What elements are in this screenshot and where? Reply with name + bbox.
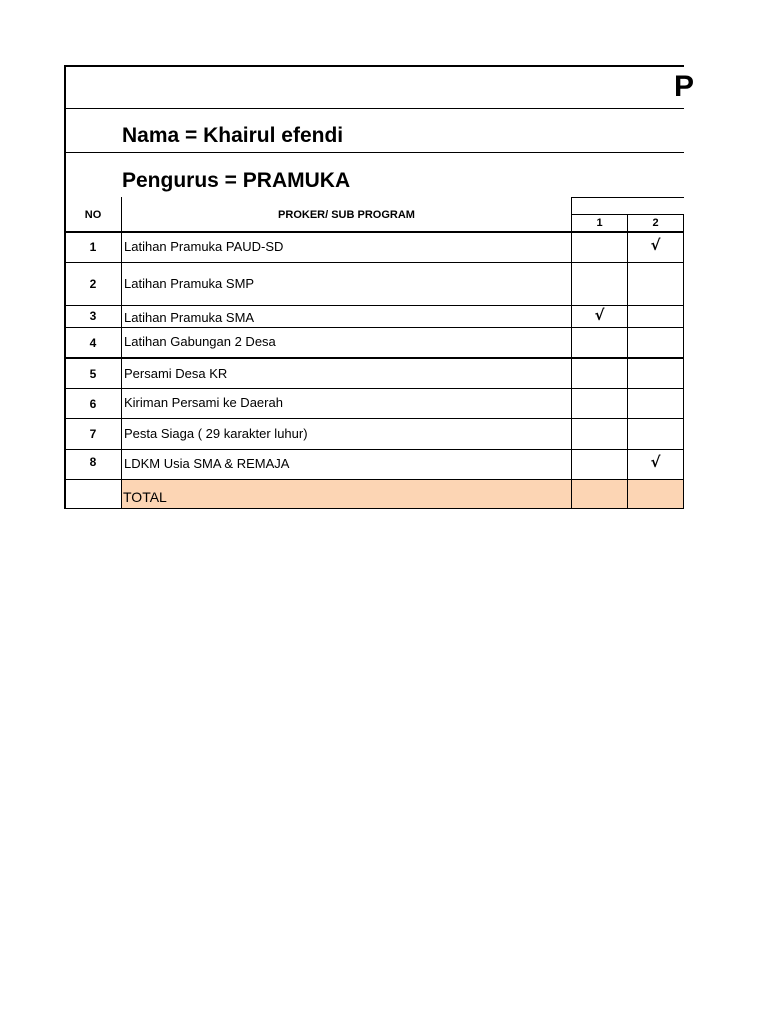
row-col-1-check [572,419,627,449]
header-col-2: 2 [652,217,659,229]
row-item: Pesta Siaga ( 29 karakter luhur) [124,425,308,441]
row-col-1-check [572,263,627,305]
row-col-1-check [572,450,627,474]
row-item: Latihan Pramuka PAUD-SD [124,238,284,254]
row-no: 1 [89,240,97,254]
row-col-2-check [628,306,683,324]
row-no: 7 [89,427,97,441]
row-col-2-check [628,419,683,449]
sheet-title-fragment: P [674,70,695,103]
row-no: 5 [89,366,97,381]
row-item: Latihan Pramuka SMP [124,275,255,291]
row-item: Latihan Pramuka SMA [124,309,255,325]
row-item: Kiriman Persami ke Daerah [124,395,283,410]
header-no: NO [84,208,102,221]
row-no: 8 [89,455,97,469]
row-col-2-check [628,328,683,357]
row-item: Latihan Gabungan 2 Desa [124,334,276,349]
row-item: LDKM Usia SMA & REMAJA [124,455,290,471]
row-col-2-check [628,359,683,388]
row-col-2-check [628,389,683,418]
total-label: TOTAL [123,489,167,505]
row-col-1-check [572,359,627,388]
header-col-1: 1 [596,217,603,229]
row-col-2-check [628,263,683,305]
row-col-2-check: √ [650,453,661,471]
nama-label: Nama = Khairul efendi [122,124,344,147]
row-no: 6 [89,396,97,411]
row-col-1-check [572,389,627,418]
row-no: 2 [89,277,97,291]
row-no: 4 [89,335,97,350]
row-no: 3 [89,309,97,323]
row-col-1-check [572,232,627,258]
row-col-1-check: √ [594,306,605,324]
pengurus-label: Pengurus = PRAMUKA [122,169,351,192]
row-col-2-check: √ [650,236,661,254]
row-item: Persami Desa KR [124,366,228,381]
row-col-1-check [572,328,627,357]
header-program: PROKER/ SUB PROGRAM [278,208,415,221]
